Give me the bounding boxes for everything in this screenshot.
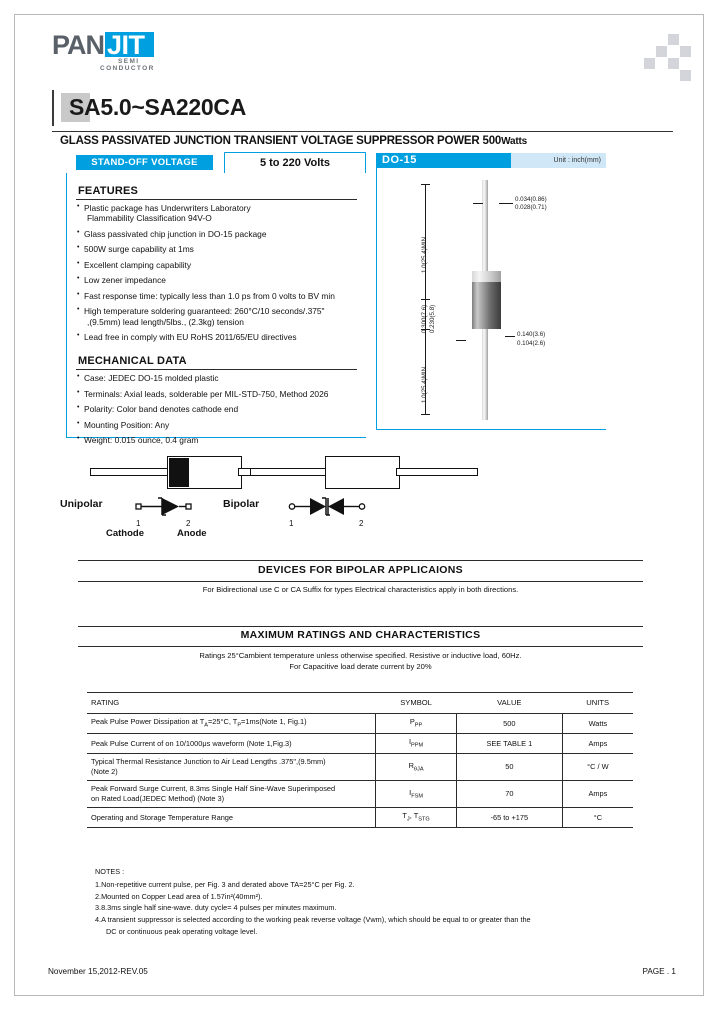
table-row: [87, 734, 633, 754]
dim-lead-diameter-a: 0.034(0.86): [515, 196, 547, 203]
dim-lead-length-top: 1.0(25.4)MIN.: [421, 235, 428, 273]
footer-revision: November 15,2012-REV.05: [48, 967, 148, 976]
max-ratings-rule-top: [78, 626, 643, 627]
symbol-main: T: [402, 811, 407, 821]
mechanical-data-heading: MECHANICAL DATA: [78, 355, 187, 367]
max-ratings-notes: [78, 650, 643, 672]
symbol-sub: PP: [414, 722, 423, 729]
table-row: [87, 754, 633, 781]
feature-text: Plastic package has Underwriters Laboratory: [84, 203, 251, 213]
list-item: [84, 374, 356, 383]
ratings-table: [87, 692, 633, 828]
rating-text: Peak Pulse Power Dissipation at T: [91, 717, 205, 727]
symbol-main: I: [409, 787, 412, 797]
unipolar-pin2: 2: [186, 519, 191, 528]
rating-text-post: =1ms(Note 1, Fig.1): [241, 717, 307, 727]
title-left-rule: [52, 90, 54, 126]
table-header-row: [87, 693, 633, 714]
rating-units: Watts: [562, 714, 633, 734]
list-item: [84, 333, 356, 342]
mech-text: Polarity: Color band denotes cathode end: [84, 404, 239, 414]
rating-value: SEE TABLE 1: [456, 734, 562, 754]
rating-units: Amps: [562, 781, 633, 808]
rating-description: Peak Pulse Current of on 10/1000μs waveform (Note 1,Fig.3): [87, 734, 376, 754]
symbol-main: R: [408, 760, 414, 770]
rating-symbol: [376, 734, 457, 754]
bipolar-section-rule-bottom: [78, 581, 643, 582]
feature-text: Excellent clamping capability: [84, 259, 192, 270]
rating-text-cont: (Note 2): [91, 767, 118, 777]
leader-line: [456, 340, 466, 341]
list-item: [84, 261, 356, 270]
mech-text: Weight: 0.015 ounce, 0.4 gram: [84, 435, 199, 445]
rating-value: 50: [456, 754, 562, 781]
leader-line: [505, 336, 515, 337]
unipolar-lead-left: [90, 468, 172, 476]
max-ratings-title: MAXIMUM RATINGS AND CHARACTERISTICS: [240, 629, 481, 641]
standoff-voltage-label: STAND-OFF VOLTAGE: [91, 157, 198, 168]
dimension-tick: [421, 414, 430, 415]
feature-text: Low zener impedance: [84, 275, 166, 286]
symbol-main: I: [408, 737, 412, 747]
rating-text: Peak Forward Surge Current, 8.3ms Single Half Sine-Wave Superimposed: [91, 784, 336, 794]
notes-section: [95, 866, 655, 938]
rating-text-mid: =25°C, T: [207, 717, 238, 727]
symbol-diagrams: [60, 450, 410, 540]
feature-text: High temperature soldering guaranteed: 260°C/10 seconds/.375": [84, 306, 325, 317]
logo-pan-text: PAN: [52, 30, 105, 60]
unipolar-schematic-icon: [135, 494, 193, 520]
features-rule: [76, 199, 357, 200]
list-item: [84, 245, 356, 254]
bipolar-lead-right: [396, 468, 478, 476]
rating-symbol: [376, 754, 457, 781]
standoff-voltage-value: 5 to 220 Volts: [259, 157, 331, 169]
max-ratings-note-1: Ratings 25°Cambient temperature unless otherwise specified. Resistive or inductive load, 60Hz.: [199, 651, 522, 660]
rating-value: 70: [456, 781, 562, 808]
mech-text: Mounting Position: Any: [84, 419, 170, 430]
list-item: [84, 204, 356, 224]
list-item: [84, 307, 356, 327]
rating-description: [87, 714, 376, 734]
leader-line: [499, 203, 513, 204]
rating-sub: P: [237, 722, 242, 729]
column-header-rating: RATING: [87, 693, 376, 714]
bipolar-label: Bipolar: [223, 498, 260, 510]
rating-units: °C / W: [562, 754, 633, 781]
page-title-block: [52, 92, 672, 126]
list-item: [84, 230, 356, 239]
dim-body-diameter-b: 0.104(2.6): [517, 340, 546, 347]
anode-label: Anode: [177, 528, 207, 539]
features-heading: FEATURES: [78, 185, 139, 197]
note-item: 1.Non-repetitive current pulse, per Fig. 3 and derated above TA=25°C per Fig. 2.: [95, 879, 355, 889]
package-drawing-frame: [376, 168, 606, 430]
feature-text-cont: Flammability Classification 94V-O: [87, 213, 212, 224]
subtitle-unit: Watts: [501, 136, 527, 147]
rating-text: Typical Thermal Resistance Junction to Air Lead Lengths .375",(9.5mm): [91, 757, 326, 767]
bipolar-schematic-icon: [288, 494, 366, 520]
table-row: [87, 714, 633, 734]
rating-description: [87, 754, 376, 781]
feature-text: Lead free in comply with EU RoHS 2011/65/EU directives: [84, 332, 297, 343]
panjit-logo: [52, 30, 172, 74]
feature-text: Fast response time: typically less than 1.0 ps from 0 volts to BV min: [84, 290, 335, 301]
dim-lead-length-bottom: 1.0(25.4)MIN.: [421, 365, 428, 403]
rating-units: Amps: [562, 734, 633, 754]
rating-value: 500: [456, 714, 562, 734]
feature-text: 500W surge capability at 1ms: [84, 244, 194, 255]
rating-description: Operating and Storage Temperature Range: [87, 808, 376, 828]
rating-symbol: [376, 714, 457, 734]
list-item: [84, 421, 356, 430]
rating-sub: A: [204, 722, 208, 729]
mech-text: Terminals: Axial leads, solderable per MIL-STD-750, Method 2026: [84, 388, 329, 399]
symbol-main2: , T: [409, 811, 419, 821]
diode-cathode-band: [472, 271, 501, 282]
table-row: [87, 808, 633, 828]
dim-body-diameter-a: 0.140(3.6): [517, 331, 546, 338]
list-item: [84, 276, 356, 285]
package-name: DO-15: [382, 154, 417, 166]
header-rule: [52, 131, 673, 132]
bipolar-section-rule-top: [78, 560, 643, 561]
logo-subtext-semi: SEMI: [118, 58, 140, 65]
max-ratings-note-2: For Capacitive load derate current by 20%: [289, 662, 432, 671]
unipolar-label: Unipolar: [60, 498, 103, 510]
page-title: SA5.0~SA220CA: [69, 94, 247, 120]
bipolar-body: [325, 456, 400, 489]
note-item: 3.8.3ms single half sine-wave. duty cycle= 4 pulses per minutes maximum.: [95, 903, 337, 913]
unipolar-pin1: 1: [136, 519, 141, 528]
list-item: [84, 436, 356, 445]
note-item: 2.Mounted on Copper Lead area of 1.57in²(40mm²).: [95, 891, 263, 901]
rating-text-cont: on Rated Load(JEDEC Method) (Note 3): [91, 794, 225, 804]
symbol-main: P: [409, 717, 415, 727]
list-item: [84, 405, 356, 414]
leader-line: [473, 203, 483, 204]
note-item-cont: DC or continuous peak operating voltage level.: [106, 927, 258, 937]
dimension-tick: [421, 299, 430, 300]
mechanical-data-list: [84, 374, 356, 452]
product-subtitle: [60, 135, 527, 147]
list-item: [84, 390, 356, 399]
column-header-units: UNITS: [562, 693, 633, 714]
cathode-label: Cathode: [106, 528, 144, 539]
bipolar-section-title: DEVICES FOR BIPOLAR APPLICAIONS: [258, 564, 463, 576]
mechanical-rule: [76, 369, 357, 370]
standoff-voltage-chip: [76, 155, 213, 170]
rating-symbol: [376, 781, 457, 808]
feature-text-cont: ,(9.5mm) lead length/5lbs., (2.3kg) tension: [87, 316, 244, 327]
rating-units: °C: [562, 808, 633, 828]
rating-symbol: [376, 808, 457, 828]
logo-jit-text: JIT: [107, 30, 145, 60]
dimension-tick: [421, 184, 430, 185]
package-unit-note: Unit : inch(mm): [553, 157, 601, 164]
notes-heading: NOTES :: [95, 867, 125, 876]
mech-text: Case: JEDEC DO-15 molded plastic: [84, 373, 219, 383]
corner-decoration: [642, 30, 698, 74]
symbol-sub: PPM: [411, 742, 424, 749]
package-header-bar: [376, 153, 606, 168]
footer-page-number: PAGE . 1: [642, 967, 676, 976]
column-header-symbol: SYMBOL: [376, 693, 457, 714]
diode-body: [472, 282, 501, 329]
features-list: [84, 204, 356, 349]
rating-value: -65 to +175: [456, 808, 562, 828]
unipolar-cathode-band: [169, 458, 189, 487]
symbol-sub: FSM: [411, 793, 423, 800]
max-ratings-rule-bottom: [78, 646, 643, 647]
symbol-sub: θJA: [413, 766, 424, 773]
feature-text: Glass passivated chip junction in DO-15 package: [84, 228, 267, 239]
standoff-voltage-value-box: [224, 152, 366, 173]
symbol-sub: J: [406, 816, 410, 823]
dim-body-length-b: 0.230(5.8): [429, 304, 436, 333]
bipolar-lead-left: [250, 468, 332, 476]
dim-lead-diameter-b: 0.028(0.71): [515, 204, 547, 211]
column-header-value: VALUE: [456, 693, 562, 714]
logo-subtext-conductor: CONDUCTOR: [100, 65, 155, 72]
subtitle-main: GLASS PASSIVATED JUNCTION TRANSIENT VOLTAGE SUPPRESSOR POWER 500: [60, 135, 502, 147]
bipolar-pin1: 1: [289, 519, 294, 528]
table-row: [87, 781, 633, 808]
dim-body-length-a: 0.300(7.6): [421, 304, 428, 333]
bipolar-section-note: For Bidirectional use C or CA Suffix for types Electrical characteristics apply in both directions.: [202, 585, 519, 594]
list-item: [84, 292, 356, 301]
rating-description: [87, 781, 376, 808]
note-item: 4.A transient suppressor is selected according to the working peak reverse voltage (Vwm), which should be equal to or greater than the: [95, 915, 531, 925]
bipolar-pin2: 2: [359, 519, 364, 528]
symbol-sub2: STG: [418, 816, 430, 823]
